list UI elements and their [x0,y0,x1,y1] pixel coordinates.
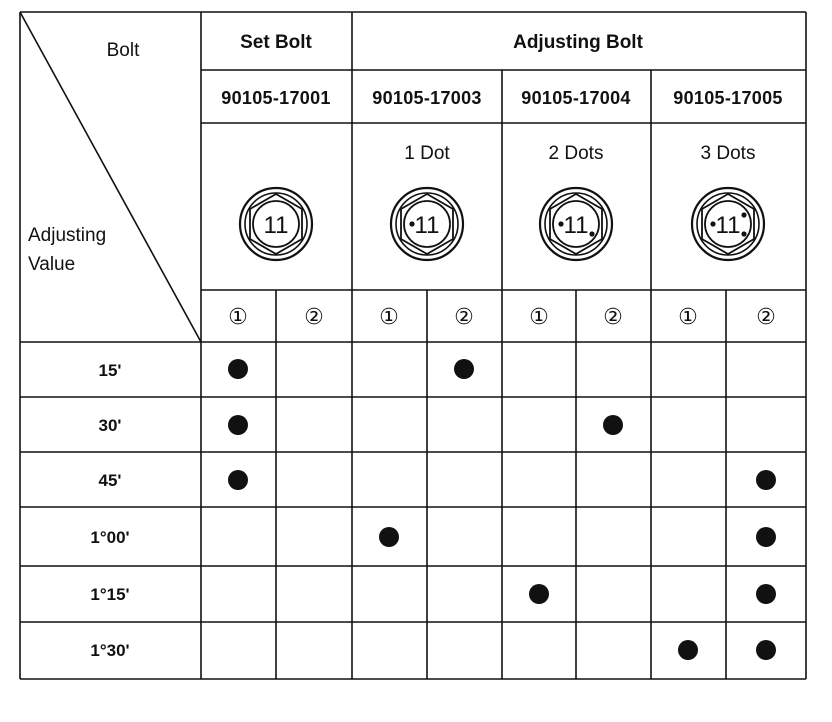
adjusting-value-label: 1°15' [90,585,130,604]
position-label: ① [529,305,549,330]
selection-dot [756,527,776,547]
selection-dot [756,470,776,490]
selection-dot [228,470,248,490]
selection-dot [228,415,248,435]
position-label: ① [678,305,698,330]
corner-value-label: Value [28,254,76,275]
set-bolt-header: Set Bolt [240,32,312,53]
selection-dot [756,584,776,604]
adjusting-bolt-header: Adjusting Bolt [513,32,643,53]
adjusting-value-label: 30' [98,416,122,435]
corner-adjusting-label: Adjusting [28,225,107,246]
bolt-marking-dot [409,221,414,226]
part-number-3: 90105-17004 [521,88,631,108]
marking-1-dot: 1 Dot [404,143,450,164]
selection-dot [454,359,474,379]
selection-dot [756,640,776,660]
bolt-number: 11 [263,212,289,239]
table-grid [20,12,806,679]
bolt-head-icon [540,188,612,260]
corner-bolt-label: Bolt [106,40,140,61]
position-label: ① [379,305,399,330]
bolt-head-icon [391,188,463,260]
position-label: ① [228,305,248,330]
bolt-number: 11 [563,212,589,239]
selection-dot [529,584,549,604]
adjusting-value-label: 1°00' [90,528,130,547]
marking-2-dots: 2 Dots [548,143,604,164]
position-label: ② [603,305,623,330]
marking-3-dots: 3 Dots [700,143,756,164]
bolt-number: 11 [715,212,741,239]
selection-dot [228,359,248,379]
bolt-marking-dot [710,221,715,226]
bolt-marking-dot [589,231,594,236]
part-number-4: 90105-17005 [673,88,783,108]
bolt-marking-dot [558,221,563,226]
selection-dot [678,640,698,660]
selection-dot [603,415,623,435]
adjusting-value-label: 1°30' [90,641,130,660]
bolt-marking-dot [741,231,746,236]
bolt-head-icon [240,188,312,260]
bolt-head-icon [692,188,764,260]
adjusting-value-label: 45' [98,471,122,490]
part-number-1: 90105-17001 [221,88,331,108]
bolt-marking-dot [741,212,746,217]
bolt-number: 11 [414,212,440,239]
part-number-2: 90105-17003 [372,88,482,108]
position-label: ② [454,305,474,330]
position-label: ② [756,305,776,330]
adjusting-value-label: 15' [98,361,122,380]
selection-dot [379,527,399,547]
position-label: ② [304,305,324,330]
